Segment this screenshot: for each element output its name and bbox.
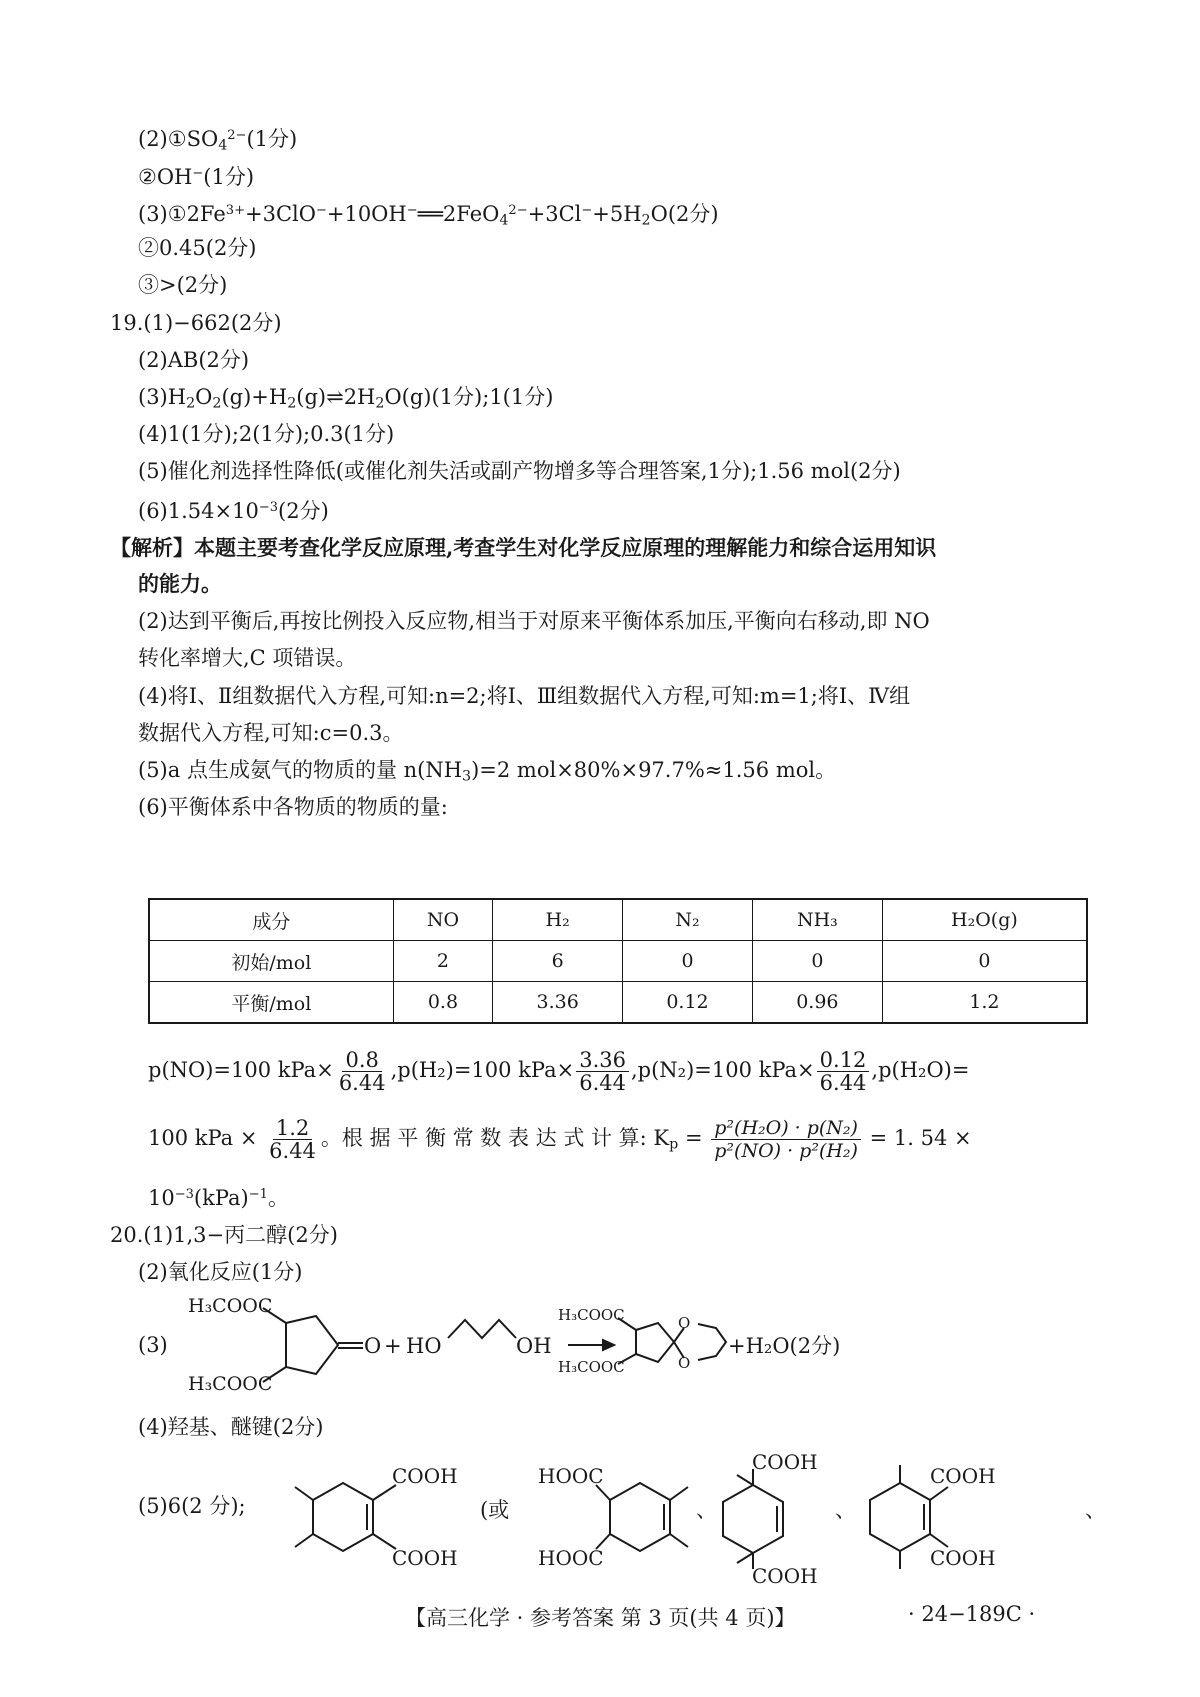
table-row	[149, 941, 1087, 982]
analysis-6-line: (6)平衡体系中各物质的物质的量:	[138, 795, 448, 819]
cyclopentanone-ring	[263, 1308, 363, 1382]
q20-3-label: (3)	[138, 1333, 168, 1357]
table-header-cell: NH₃	[752, 899, 882, 941]
q19-line-2: (2)AB(2分)	[138, 348, 250, 372]
fraction: $\frac{1.2}{6.44}$	[269, 1116, 316, 1163]
isomer-structures	[130, 1445, 1120, 1585]
table-row	[149, 982, 1087, 1024]
cooh-label: COOH	[752, 1564, 818, 1585]
equilibrium-table	[148, 898, 1088, 1024]
analysis-heading-1: 【解析】本题主要考查化学反应原理,考查学生对化学反应原理的理解能力和综合运用知识	[110, 535, 937, 560]
reaction-arrow	[568, 1340, 614, 1350]
product-substituent-bottom: H₃COOC	[558, 1358, 625, 1376]
ketal-oxygen-bottom: O	[678, 1354, 691, 1372]
reactant-substituent-top: H₃COOC	[188, 1295, 273, 1317]
fraction: $\frac{0.8}{6.44}$	[338, 1048, 386, 1095]
table-cell: 0	[623, 941, 753, 982]
table-cell: 0.12	[623, 982, 753, 1024]
analysis-heading-2: 的能力。	[138, 571, 222, 596]
product-substituent-top: H₃COOC	[558, 1306, 625, 1324]
q18-line-3-1: $(3)①2Fe^{3+}+3ClO^-+10OH^-══2FeO_4^{2-}+3Cl^-+5H_2O(2$分)	[138, 202, 719, 229]
q20-line-1: 20.(1)1,3−丙二醇(2分)	[110, 1223, 338, 1247]
footer-page-info: 【高三化学 · 参考答案 第 3 页(共 4 页)】	[405, 1606, 796, 1630]
q19-line-1: 19.(1)−662(2分)	[110, 311, 282, 335]
q18-line-3-2: ②0.45(2分)	[138, 236, 257, 260]
q19-line-3: $(3)H_2O_2(g)+H_2(g)\rightleftharpoons 2H_2O(g)(1$分);1(1分)	[138, 385, 554, 412]
analysis-4-line-2: 数据代入方程,可知:c=0.3。	[138, 721, 404, 745]
table-cell: 0	[882, 941, 1087, 982]
table-cell: 初始/mol	[149, 941, 393, 982]
reactant-substituent-bottom: H₃COOC	[188, 1373, 273, 1395]
separator: 、	[835, 1498, 856, 1522]
q20-line-2: (2)氧化反应(1分)	[138, 1260, 303, 1284]
table-cell: 0.8	[393, 982, 493, 1024]
analysis-2-line-2: 转化率增大,C 项错误。	[138, 646, 357, 670]
analysis-2-line-1: (2)达到平衡后,再按比例投入反应物,相当于对原来平衡体系加压,平衡向右移动,即 NO	[138, 609, 930, 633]
table-header-cell: NO	[393, 899, 493, 941]
cooh-label: COOH	[392, 1546, 458, 1570]
fraction: $\frac{0.12}{6.44}$	[817, 1049, 870, 1094]
propanediol-chain	[448, 1320, 516, 1338]
table-header-cell: H₂	[493, 899, 623, 941]
q19-line-6: $(6)1.54\times 10^{-3}(2$分)	[138, 499, 329, 524]
kp-equation: 100 kPa × $\frac{1.2}{6.44}$ 。根 据 平 衡 常 数 表 达 式 计 算: $K_p$ = $\frac{\text{p²(H₂O) · p(N₂)}}{\text{p²(NO) · p²(H₂)}}$ = 1. 54 ×	[148, 1116, 972, 1163]
q18-line-3-3: ③>(2分)	[138, 273, 228, 297]
spiroketal-rings	[618, 1318, 726, 1364]
q19-line-5: (5)催化剂选择性降低(或催化剂失活或副产物增多等合理答案,1分);1.56 mol(2分)	[138, 459, 901, 483]
table-cell: 1.2	[882, 982, 1087, 1024]
table-header-cell: H₂O(g)	[882, 899, 1087, 941]
kp-equation-tail: $10^{-3}(kPa)^{-1}$。	[148, 1186, 289, 1211]
fraction: $\frac{3.36}{6.44}$	[576, 1049, 629, 1094]
q18-line-2-1: $(2)①SO_4^{2-}(1$分)	[138, 127, 298, 154]
separator: 、	[696, 1498, 717, 1522]
q20-5-label: (5)6(2 分);	[138, 1494, 246, 1518]
table-cell: 3.36	[493, 982, 623, 1024]
diol-ho: HO	[406, 1334, 442, 1358]
table-cell: 0.96	[752, 982, 882, 1024]
kp-fraction: $\frac{\text{p²(H₂O) · p(N₂)}}{\text{p²(NO) · p²(H₂)}}$	[711, 1117, 861, 1162]
hooc-label: HOOC	[538, 1546, 604, 1570]
table-cell: 平衡/mol	[149, 982, 393, 1024]
hooc-label: HOOC	[538, 1464, 604, 1488]
analysis-5-line: (5)a 点生成氨气的物质的量 $n(NH_3)=2$ mol×80%×97.7%≈1.56 mol。	[138, 758, 837, 785]
water-product: +H₂O(2分)	[728, 1334, 841, 1358]
q20-line-4: (4)羟基、醚键(2分)	[138, 1415, 324, 1439]
cooh-label: COOH	[930, 1546, 996, 1570]
table-cell: 6	[493, 941, 623, 982]
q18-line-2-2: ②OH−(1分)	[138, 165, 255, 190]
diol-oh: OH	[516, 1334, 552, 1358]
footer-code: · 24−189C ·	[908, 1602, 1036, 1626]
separator: 、	[1085, 1498, 1106, 1522]
table-header-cell: 成分	[149, 899, 393, 941]
isomer-2	[596, 1483, 688, 1551]
partial-pressure-equation: p(NO)=100 kPa× $\frac{0.8}{6.44}$ ,p(H₂)=100 kPa× $\frac{3.36}{6.44}$ ,p(N₂)=100 kPa× $\frac{0.12}{6.44}$ ,p(H₂O)=	[148, 1048, 970, 1095]
or-text: (或	[480, 1498, 510, 1522]
ketal-oxygen-top: O	[678, 1314, 691, 1332]
table-cell: 2	[393, 941, 493, 982]
ketone-oxygen: O	[364, 1334, 382, 1358]
plus-sign: +	[384, 1334, 402, 1358]
cooh-label: COOH	[392, 1464, 458, 1488]
q19-line-4: (4)1(1分);2(1分);0.3(1分)	[138, 422, 395, 446]
cooh-label: COOH	[752, 1450, 818, 1474]
reaction-scheme	[138, 1290, 918, 1400]
table-header-cell: N₂	[623, 899, 753, 941]
isomer-3	[723, 1469, 783, 1569]
table-header-row	[149, 899, 1087, 941]
table-cell: 0	[752, 941, 882, 982]
analysis-4-line-1: (4)将Ⅰ、Ⅱ组数据代入方程,可知:n=2;将Ⅰ、Ⅲ组数据代入方程,可知:m=1;将Ⅰ、Ⅳ组	[138, 684, 911, 708]
cooh-label: COOH	[930, 1464, 996, 1488]
isomer-1	[295, 1483, 396, 1551]
